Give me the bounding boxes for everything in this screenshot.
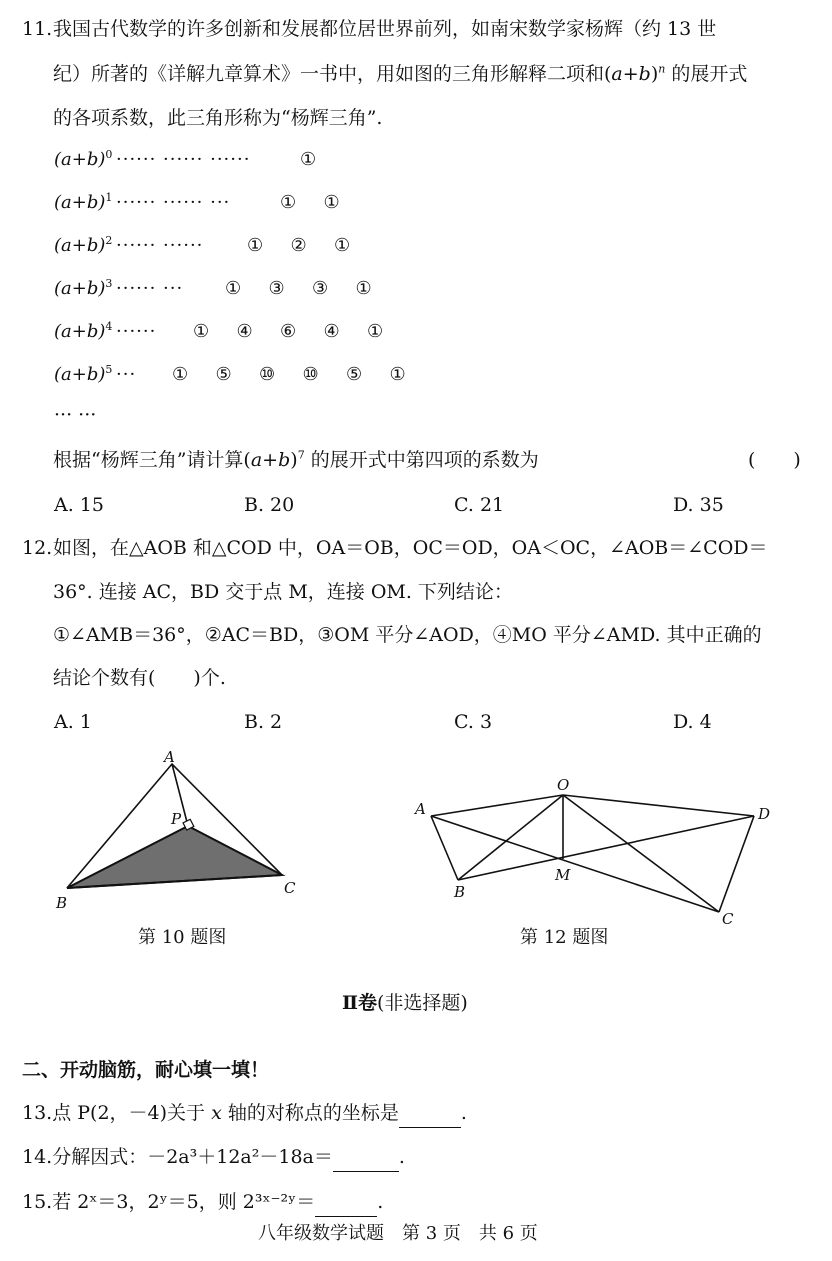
- fig10-label-p: P: [171, 810, 182, 828]
- yanghui-row-dots: ······ ······: [116, 235, 204, 256]
- yanghui-coefficient: ①: [300, 149, 317, 170]
- q15: 15.若 2ˣ＝3，2ʸ＝5，则 2³ˣ⁻²ʸ＝ .: [22, 1187, 383, 1217]
- yanghui-row-expression: $(a+b)^2$: [54, 234, 113, 256]
- q11-question: 根据“杨辉三角”请计算$(a+b)^7$ 的展开式中第四项的系数为: [53, 448, 539, 471]
- yanghui-coefficient: ①: [193, 321, 210, 342]
- q11-line3: 的各项系数，此三角形称为“杨辉三角”.: [53, 107, 383, 129]
- yanghui-row-dots: ······ ···: [116, 278, 184, 299]
- q13: 13.点 P(2，－4)关于 x 轴的对称点的坐标是 .: [22, 1098, 467, 1128]
- figure-12-caption: 第 12 题图: [520, 927, 609, 948]
- fig10-label-c: C: [284, 879, 296, 897]
- yanghui-row-dots: ······: [116, 321, 157, 342]
- yanghui-row-dots: ······ ······ ···: [116, 192, 231, 213]
- figure-12: [405, 772, 795, 932]
- yanghui-coefficient: ①: [389, 364, 406, 385]
- q12-option-d: D. 4: [673, 711, 712, 733]
- q11-line2: 纪）所著的《详解九章算术》一书中，用如图的三角形解释二项和$(a+b)^n$ 的展开式: [53, 62, 748, 85]
- q12-line4: 结论个数有( )个.: [53, 667, 226, 689]
- yanghui-coefficient: ①: [247, 235, 264, 256]
- yanghui-coefficient: ①: [280, 192, 297, 213]
- q12-option-c: C. 3: [454, 711, 493, 733]
- yanghui-row: [54, 275, 372, 303]
- yanghui-row-exponent: 1: [105, 191, 113, 204]
- q12-number: 12.: [22, 537, 53, 559]
- yanghui-coefficient: ⑤: [346, 364, 363, 385]
- q13-blank[interactable]: [399, 1107, 461, 1128]
- figure-10-caption: 第 10 题图: [138, 927, 227, 948]
- fig12-segment-cd: [719, 816, 754, 912]
- yanghui-row-expression: $(a+b)^1$: [54, 191, 113, 213]
- fig12-label-m: M: [555, 866, 571, 884]
- yanghui-row: [54, 146, 317, 174]
- yanghui-coefficient: ④: [323, 321, 340, 342]
- yanghui-row: [54, 232, 351, 260]
- yanghui-coefficient: ③: [268, 278, 285, 299]
- yanghui-coefficient: ⑤: [215, 364, 232, 385]
- yanghui-row: [54, 189, 340, 217]
- section-2-heading: 二、开动脑筋，耐心填一填！: [22, 1059, 270, 1081]
- yanghui-row-expression: $(a+b)^0$: [54, 148, 113, 170]
- q11-answer-paren: ( ): [748, 449, 801, 471]
- q14: 14.分解因式：－2a³＋12a²－18a＝ .: [22, 1142, 405, 1172]
- yanghui-coefficient: ①: [334, 235, 351, 256]
- q14-blank[interactable]: [333, 1151, 399, 1172]
- q11-option-a: A. 15: [54, 494, 104, 516]
- fig12-segment-oa: [431, 795, 563, 816]
- yanghui-coefficient: ④: [236, 321, 253, 342]
- part-2-subtitle: (非选择题): [377, 992, 468, 1014]
- yanghui-row: [54, 318, 384, 346]
- fig10-label-b: B: [56, 894, 68, 912]
- yanghui-row-exponent: 0: [105, 148, 113, 161]
- q12-line1: 如图，在△AOB 和△COD 中，OA＝OB，OC＝OD，OA＜OC，∠AOB＝∠COD＝: [53, 537, 768, 559]
- fig12-label-a: A: [415, 800, 426, 818]
- fig10-label-a: A: [164, 748, 175, 766]
- q11-ellipsis: ··· ···: [54, 404, 97, 426]
- yanghui-coefficient: ⑩: [302, 364, 319, 385]
- yanghui-row-exponent: 5: [105, 363, 113, 376]
- part-2-label: Ⅱ卷: [342, 992, 378, 1014]
- yanghui-row-expression: $(a+b)^5$: [54, 363, 113, 385]
- fig12-segment-ob: [458, 795, 563, 880]
- q11-option-d: D. 35: [673, 494, 724, 516]
- q11-line1: 我国古代数学的许多创新和发展都位居世界前列，如南宋数学家杨辉（约 13 世: [53, 18, 717, 40]
- yanghui-row-dots: ······ ······ ······: [116, 149, 251, 170]
- fig12-label-d: D: [758, 805, 771, 823]
- q12-option-a: A. 1: [54, 711, 92, 733]
- fig12-segment-ab: [431, 816, 458, 880]
- fig12-label-o: O: [557, 776, 570, 794]
- part-2-title: [342, 988, 468, 1018]
- fig12-segment-oc: [563, 795, 719, 912]
- page-footer: 八年级数学试题 第 3 页 共 6 页: [258, 1223, 538, 1244]
- q11-option-c: C. 21: [454, 494, 505, 516]
- q12-line2: 36°. 连接 AC，BD 交于点 M，连接 OM. 下列结论：: [53, 581, 513, 603]
- fig10-shaded-triangle: [67, 826, 282, 888]
- yanghui-row-exponent: 4: [105, 320, 113, 333]
- yanghui-coefficient: ①: [355, 278, 372, 299]
- fig12-segment-ac: [431, 816, 719, 912]
- fig12-label-b: B: [454, 883, 466, 901]
- yanghui-coefficient: ②: [290, 235, 307, 256]
- yanghui-row-expression: $(a+b)^3$: [54, 277, 113, 299]
- yanghui-row-dots: ···: [116, 364, 137, 385]
- yanghui-row: [54, 361, 406, 389]
- q11-number: 11.: [22, 18, 53, 40]
- yanghui-row-exponent: 2: [105, 234, 113, 247]
- fig12-segment-bd: [458, 816, 754, 880]
- q12-option-b: B. 2: [244, 711, 283, 733]
- q15-blank[interactable]: [315, 1196, 377, 1217]
- yanghui-coefficient: ⑩: [259, 364, 276, 385]
- yanghui-coefficient: ③: [312, 278, 329, 299]
- yanghui-coefficient: ⑥: [280, 321, 297, 342]
- figure-10: [50, 748, 310, 918]
- yanghui-row-expression: $(a+b)^4$: [54, 320, 113, 342]
- yanghui-coefficient: ①: [323, 192, 340, 213]
- yanghui-coefficient: ①: [225, 278, 242, 299]
- q11-option-b: B. 20: [244, 494, 295, 516]
- fig12-label-c: C: [722, 910, 734, 928]
- yanghui-coefficient: ①: [367, 321, 384, 342]
- q12-line3: ①∠AMB＝36°，②AC＝BD，③OM 平分∠AOD，④MO 平分∠AMD. 其中正确的: [53, 624, 762, 646]
- fig12-segment-od: [563, 795, 754, 816]
- yanghui-row-exponent: 3: [105, 277, 113, 290]
- yanghui-coefficient: ①: [172, 364, 189, 385]
